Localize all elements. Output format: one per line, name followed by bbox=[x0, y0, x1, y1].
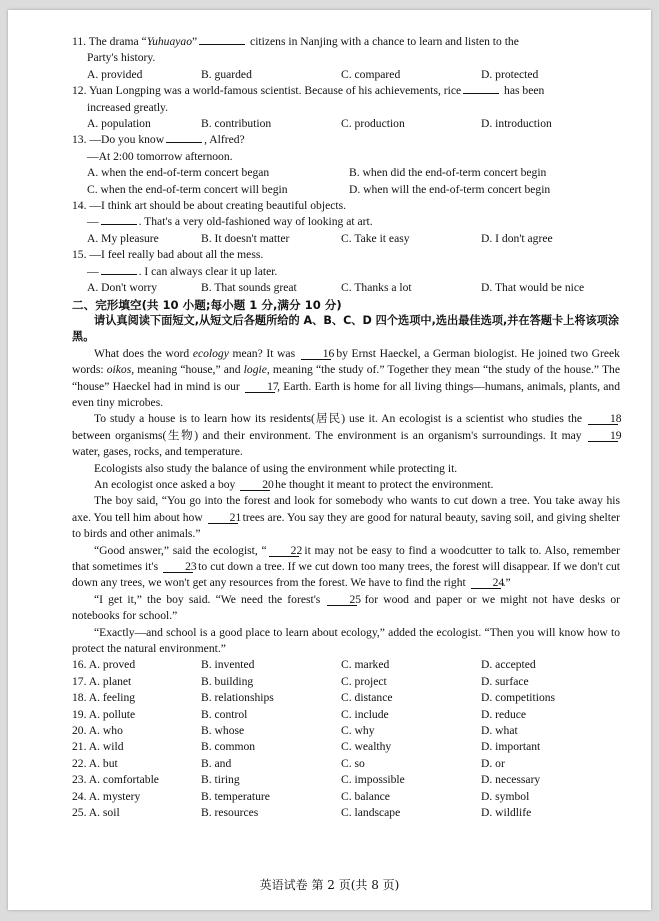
option-d: D. That would be nice bbox=[481, 281, 585, 295]
option-a: A. provided bbox=[87, 67, 143, 81]
question-stem-cont: — . I can always clear it up later. bbox=[87, 264, 278, 278]
section-title: 二、完形填空(共 10 小题;每小题 1 分,满分 10 分) bbox=[72, 297, 342, 312]
page-footer: 英语试卷 第 2 页(共 8 页) bbox=[259, 878, 400, 892]
cloze-blank-17: 17 bbox=[245, 381, 275, 393]
answer-blank bbox=[101, 274, 137, 275]
cloze-option-row: 22. A. but B. and C. so D. or bbox=[72, 756, 505, 770]
option-c: C. compared bbox=[341, 67, 401, 81]
answer-blank bbox=[463, 93, 499, 94]
cloze-blank-22: 22 bbox=[269, 545, 299, 557]
passage-paragraph: “I get it,” the boy said. “We need the forest's 25 for wood and paper or we might not have desks or notebooks for school.” bbox=[72, 592, 620, 623]
section-instruction: 请认真阅读下面短文,从短文后各题所给的 A、B、C、D 四个选项中,选出最佳选项,并在答题卡上将该项涂黑。 bbox=[72, 313, 620, 344]
option-row bbox=[72, 165, 620, 181]
question-stem-cont: — . That's a very old-fashioned way of looking at art. bbox=[87, 215, 373, 229]
passage-paragraph: An ecologist once asked a boy 20 he thought it meant to protect the environment. bbox=[94, 477, 494, 491]
cloze-blank-23: 23 bbox=[163, 561, 193, 573]
passage-paragraph: What does the word ecology mean? It was 16 by Ernst Haeckel, a German biologist. He joined two Greek words: oikos, meaning “house,” and logie, meaning “the study of.” Together they mean “the study of the house.” The “house” Haeckel had in mind is our 17, Earth. Earth is home for all living things—humans, animals, plants, and even tiny microbes. bbox=[72, 346, 620, 409]
option-row bbox=[72, 182, 620, 198]
answer-blank bbox=[166, 142, 202, 143]
cloze-option-row: 23. A. comfortable B. tiring C. impossible D. necessary bbox=[72, 773, 541, 787]
cloze-blank-19: 19 bbox=[588, 430, 618, 442]
cloze-option-row: 20. A. who B. whose C. why D. what bbox=[72, 724, 518, 738]
question-13 bbox=[72, 132, 620, 198]
option-b: B. contribution bbox=[201, 117, 272, 131]
option-c: C. when the end-of-term concert will begin bbox=[87, 182, 288, 196]
question-stem: 15. —I feel really bad about all the mess. bbox=[72, 248, 264, 262]
page-content bbox=[72, 34, 620, 822]
option-d: D. I don't agree bbox=[481, 231, 553, 245]
cloze-option-row: 17. A. planet B. building C. project D. surface bbox=[72, 674, 529, 688]
cloze-option-row: 16. A. proved B. invented C. marked D. accepted bbox=[72, 658, 536, 672]
question-stem: 12. Yuan Longping was a world-famous scientist. Because of his achievements, rice has been bbox=[72, 84, 545, 98]
passage-paragraph: The boy said, “You go into the forest and look for somebody who wants to cut down a tree. You take away his axe. You tell him about how 21 trees are. You say they are good for natural beauty, saving soil, and giving shelter to birds and other animals.” bbox=[72, 494, 620, 541]
cloze-blank-21: 21 bbox=[208, 512, 238, 524]
question-stem-cont: Party's history. bbox=[87, 51, 156, 65]
cloze-blank-16: 16 bbox=[301, 348, 331, 360]
option-d: D. protected bbox=[481, 67, 539, 81]
option-a: A. population bbox=[87, 117, 151, 131]
option-d: D. when will the end-of-term concert begin bbox=[349, 182, 551, 196]
option-d: D. introduction bbox=[481, 117, 552, 131]
question-stem-cont: —At 2:00 tomorrow afternoon. bbox=[87, 149, 233, 163]
cloze-blank-24: 24 bbox=[471, 577, 501, 589]
option-row bbox=[72, 67, 620, 83]
option-b: B. when did the end-of-term concert begin bbox=[349, 166, 547, 180]
question-stem: 14. —I think art should be about creating beautiful objects. bbox=[72, 199, 346, 213]
question-stem-cont: increased greatly. bbox=[87, 100, 169, 114]
exam-page bbox=[8, 10, 651, 910]
question-12 bbox=[72, 83, 620, 132]
question-stem: 11. The drama “Yuhuayao” citizens in Nanjing with a chance to learn and listen to the bbox=[72, 35, 519, 48]
cloze-option-row: 18. A. feeling B. relationships C. distance D. competitions bbox=[72, 691, 556, 705]
passage-paragraph: To study a house is to learn how its residents(居民) use it. An ecologist is a scientist who studies the 18 between organisms(生物) and their environment. The environment is an organism's surroundings. It may 19 water, gases, rocks, and temperature. bbox=[72, 412, 622, 459]
cloze-blank-25: 25 bbox=[327, 594, 357, 606]
cloze-option-row: 25. A. soil B. resources C. landscape D. wildlife bbox=[72, 806, 532, 820]
option-b: B. guarded bbox=[201, 67, 252, 81]
question-15 bbox=[72, 247, 620, 296]
cloze-blank-18: 18 bbox=[588, 413, 618, 425]
answer-blank bbox=[199, 44, 245, 45]
cloze-blank-20: 20 bbox=[240, 479, 270, 491]
option-row bbox=[72, 231, 620, 247]
cloze-options bbox=[72, 657, 620, 821]
cloze-option-row: 19. A. pollute B. control C. include D. reduce bbox=[72, 707, 527, 721]
passage-paragraph: “Good answer,” said the ecologist, “ 22 it may not be easy to find a woodcutter to talk to. Also, remember that sometimes it's 23 to cut down a tree. If we cut down too many trees, the forest will disappear. If we don't cut down any trees, we won't get any resources from the forest. We have to find the right 24.” bbox=[72, 543, 620, 590]
option-c: C. Take it easy bbox=[341, 231, 410, 245]
option-row bbox=[72, 280, 620, 296]
option-row bbox=[72, 116, 620, 132]
question-stem: 13. —Do you know , Alfred? bbox=[72, 133, 245, 147]
option-b: B. It doesn't matter bbox=[201, 231, 290, 245]
cloze-option-row: 21. A. wild B. common C. wealthy D. important bbox=[72, 740, 541, 754]
passage-paragraph: Ecologists also study the balance of using the environment while protecting it. bbox=[94, 461, 458, 475]
option-c: C. production bbox=[341, 117, 405, 131]
option-a: A. My pleasure bbox=[87, 231, 159, 245]
option-b: B. That sounds great bbox=[201, 281, 297, 295]
question-14 bbox=[72, 198, 620, 247]
question-11 bbox=[72, 34, 620, 83]
passage-paragraph: “Exactly—and school is a good place to learn about ecology,” added the ecologist. “Then you will know how to protect the natural environment.” bbox=[72, 625, 620, 656]
answer-blank bbox=[101, 224, 137, 225]
option-a: A. Don't worry bbox=[87, 281, 158, 295]
cloze-option-row: 24. A. mystery B. temperature C. balance D. symbol bbox=[72, 789, 530, 803]
option-a: A. when the end-of-term concert began bbox=[87, 166, 270, 180]
option-c: C. Thanks a lot bbox=[341, 281, 412, 295]
